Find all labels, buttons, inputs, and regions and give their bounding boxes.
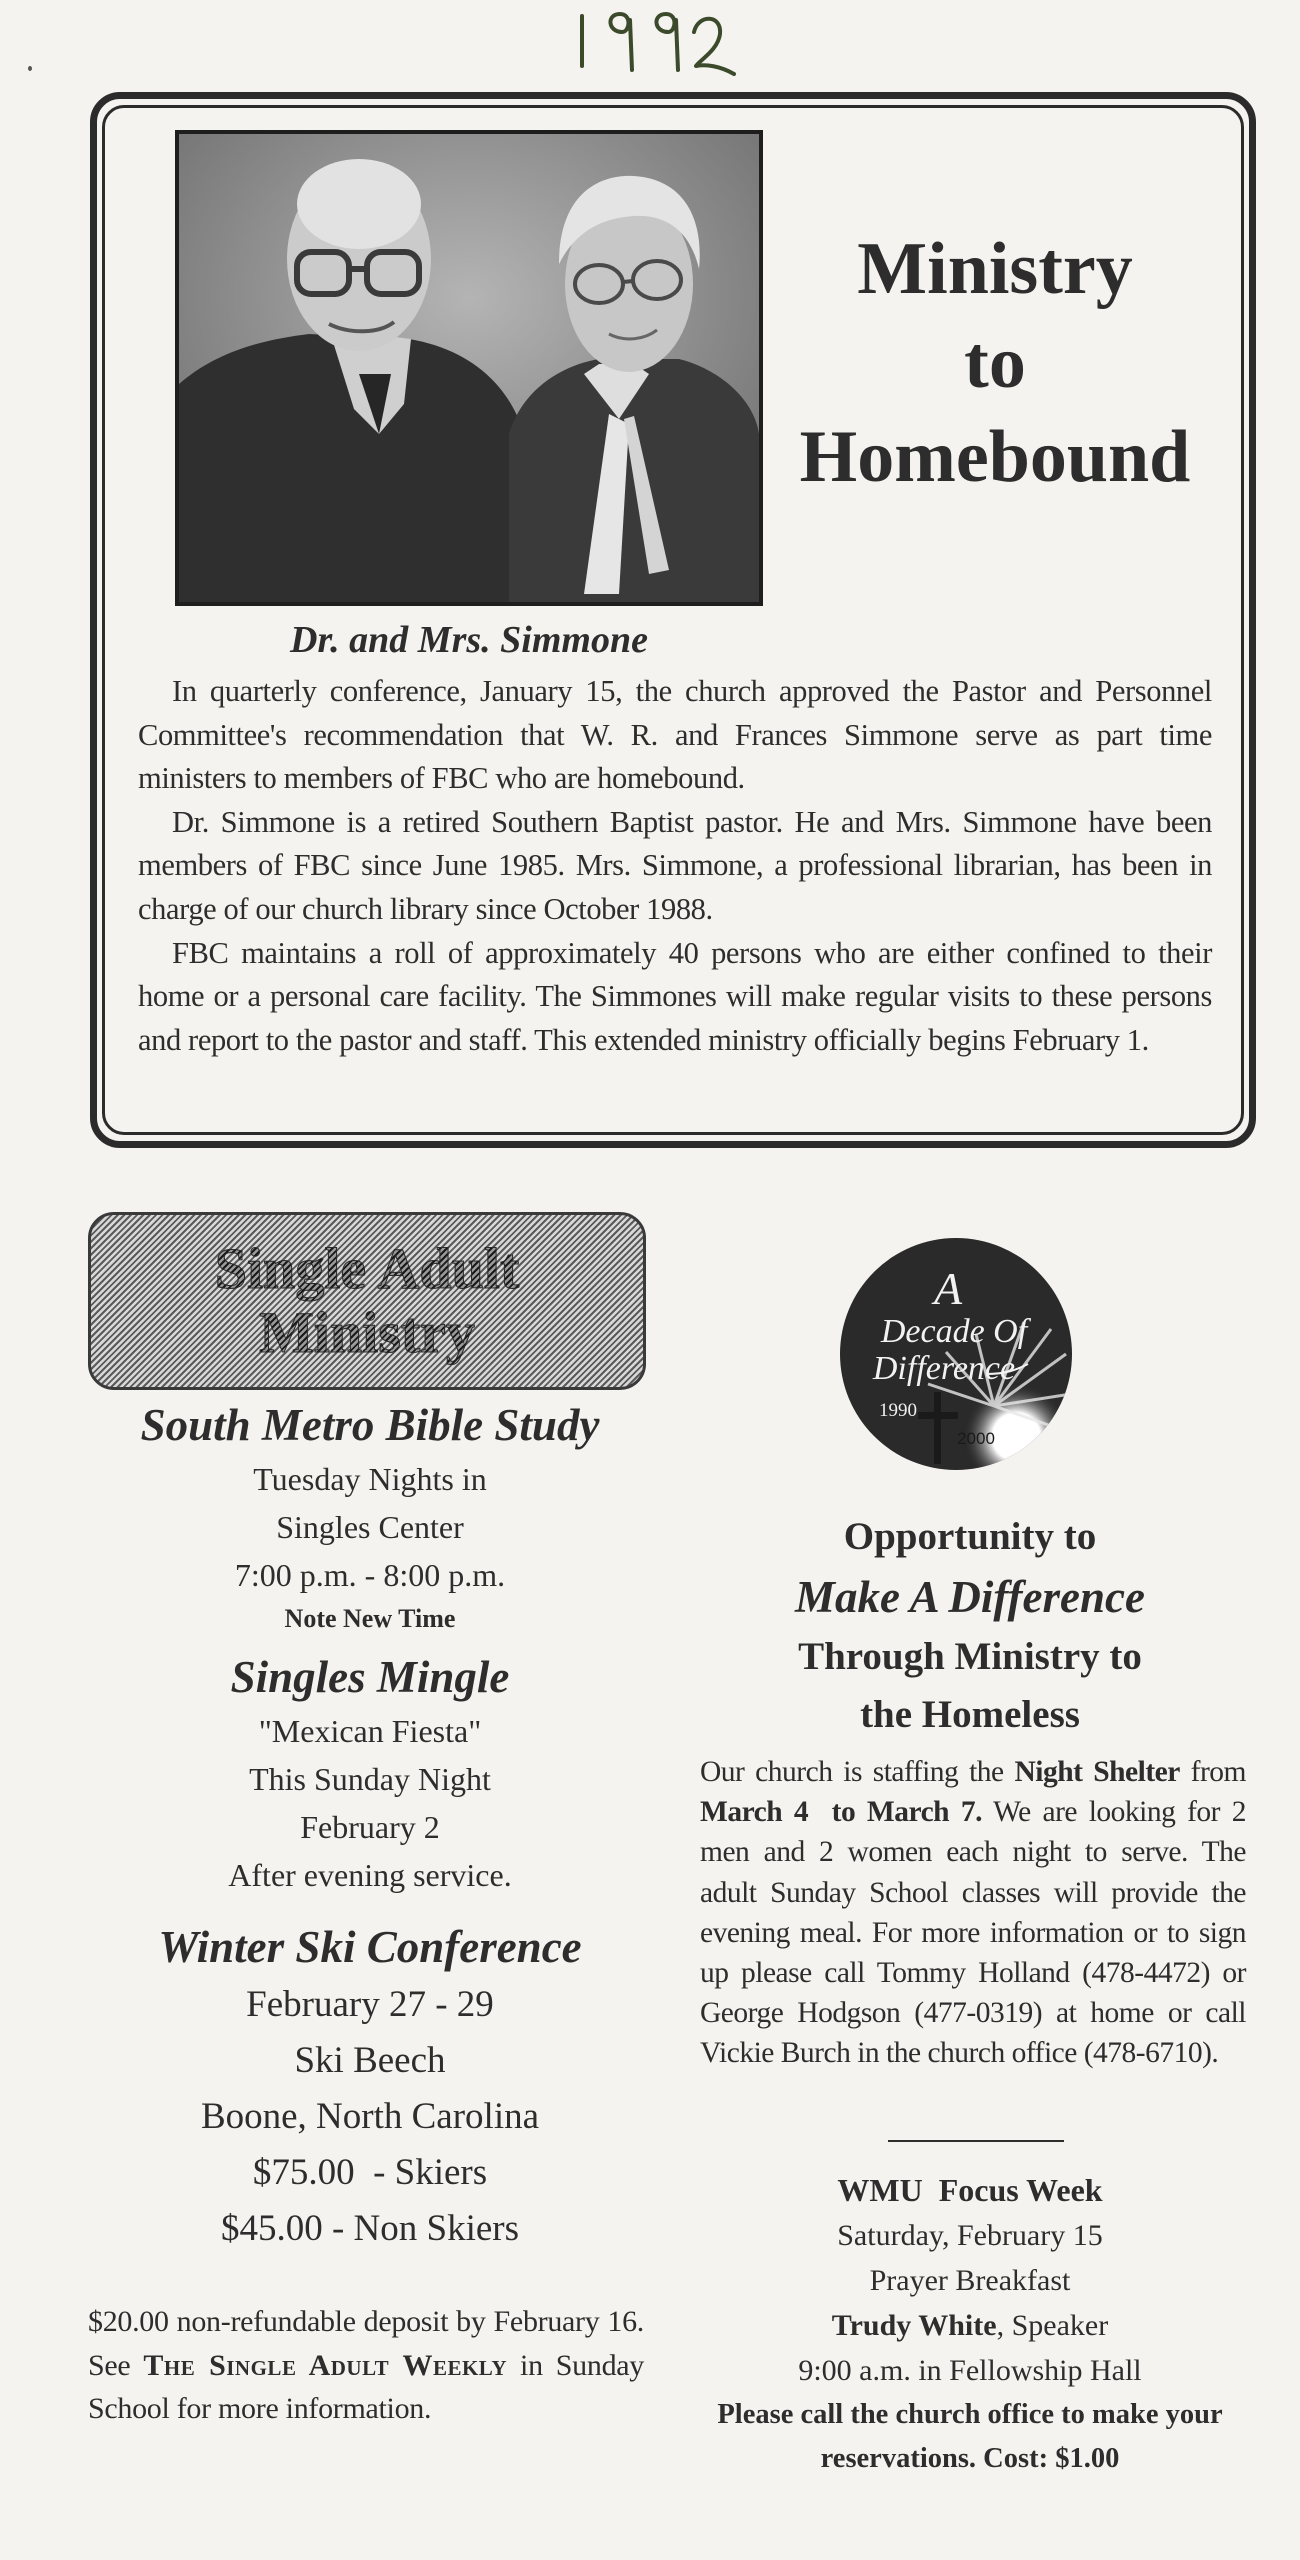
headline-line: the Homeless bbox=[860, 1693, 1080, 1736]
handwritten-year bbox=[560, 2, 760, 82]
headline-line: Through Ministry to bbox=[798, 1635, 1142, 1678]
speaker-role: , Speaker bbox=[996, 2309, 1109, 2342]
deposit-text-end: in Sunday School for more information. bbox=[88, 2348, 644, 2425]
bible-study-line: Tuesday Nights in bbox=[253, 1461, 487, 1497]
shelter-text: We are looking for 2 men and 2 women each night to serve. The adult Sunday School classes will provide the evening meal. For more information or to sign up please call Tommy Holland (478-4472) or George Hodgson (477-0319) at home or call Vickie Burch in the church office (478-6710). bbox=[700, 1796, 1246, 2070]
title-line-homebound: Homebound bbox=[799, 416, 1191, 498]
wmu-event: Prayer Breakfast bbox=[869, 2264, 1071, 2297]
wmu-focus-week bbox=[690, 2168, 1250, 2481]
shelter-text: Our church is staffing the bbox=[700, 1756, 1015, 1788]
ski-conference-heading: Winter Ski Conference bbox=[158, 1922, 582, 1972]
bible-study-line: Singles Center bbox=[276, 1509, 464, 1545]
title-line-to: to bbox=[964, 322, 1026, 404]
section-divider bbox=[888, 2140, 1064, 2142]
ski-deposit-note bbox=[88, 2300, 644, 2431]
ski-line: Boone, North Carolina bbox=[200, 2096, 540, 2137]
wmu-reservation-note: Please call the church office to make your reservations. Cost: $1.00 bbox=[717, 2399, 1223, 2474]
ski-line: February 27 - 29 bbox=[246, 1984, 494, 2025]
logo-year-start: 1990 bbox=[879, 1400, 917, 1421]
wmu-time-place: 9:00 a.m. in Fellowship Hall bbox=[798, 2354, 1142, 2387]
logo-text-decade: Decade Of bbox=[880, 1313, 1028, 1350]
homeless-headline bbox=[690, 1508, 1250, 1744]
singles-mingle-heading: Singles Mingle bbox=[230, 1652, 510, 1702]
article-body bbox=[138, 670, 1212, 1062]
simmone-photo bbox=[175, 130, 763, 606]
single-adult-ministry-banner bbox=[88, 1212, 646, 1390]
mingle-line: This Sunday Night bbox=[249, 1761, 491, 1797]
shelter-text: from bbox=[1179, 1756, 1247, 1788]
title-line-ministry: Ministry bbox=[857, 228, 1133, 310]
ski-line: Ski Beech bbox=[294, 2040, 446, 2081]
single-adult-events bbox=[80, 1395, 660, 2257]
deposit-text: $20.00 non-refundable deposit by February 16. See bbox=[88, 2305, 644, 2382]
scan-speck bbox=[28, 66, 32, 71]
logo-text-a: A bbox=[933, 1263, 963, 1314]
logo-emblem bbox=[836, 1234, 1076, 1474]
decade-of-difference-logo bbox=[836, 1234, 1076, 1474]
mingle-line: After evening service. bbox=[228, 1857, 512, 1893]
wmu-date: Saturday, February 15 bbox=[837, 2219, 1103, 2252]
ski-line: $45.00 - Non Skiers bbox=[220, 2208, 520, 2249]
banner-line: Single Adult bbox=[214, 1236, 520, 1301]
banner-line: Ministry bbox=[259, 1300, 475, 1365]
headline-line-italic: Make A Difference bbox=[795, 1572, 1145, 1622]
wmu-heading: WMU Focus Week bbox=[837, 2172, 1103, 2208]
wmu-speaker bbox=[690, 2303, 1250, 2348]
mingle-line: "Mexican Fiesta" bbox=[258, 1713, 482, 1749]
speaker-name: Trudy White bbox=[831, 2309, 997, 2342]
handwritten-year-graphic bbox=[560, 2, 760, 82]
night-shelter-text bbox=[700, 1752, 1246, 2074]
publication-name: The Single Adult Weekly bbox=[143, 2348, 508, 2382]
bible-study-note: Note New Time bbox=[284, 1604, 456, 1633]
article-paragraph: In quarterly conference, January 15, the church approved the Pastor and Personnel Committee's recommendation that W. R. and Frances Simmone serve as part time ministers to members of FBC who are homebound. bbox=[138, 674, 1212, 796]
logo-text-difference: Difference bbox=[872, 1350, 1016, 1387]
mingle-line: February 2 bbox=[300, 1809, 440, 1845]
portrait-illustration bbox=[179, 134, 759, 602]
article-paragraph: Dr. Simmone is a retired Southern Baptist pastor. He and Mrs. Simmone have been members of FBC since June 1985. Mrs. Simmone, a professional librarian, has been in charge of our church library since October 1988. bbox=[138, 804, 1212, 926]
shelter-name: Night Shelter bbox=[1014, 1756, 1180, 1788]
article-title bbox=[770, 222, 1220, 504]
shelter-dates: March 4 to March 7. bbox=[700, 1796, 982, 1829]
photo-caption: Dr. and Mrs. Simmone bbox=[290, 619, 648, 661]
bible-study-line: 7:00 p.m. - 8:00 p.m. bbox=[234, 1557, 506, 1593]
logo-year-end: 2000 bbox=[957, 1429, 995, 1448]
bible-study-heading: South Metro Bible Study bbox=[140, 1400, 600, 1450]
article-paragraph: FBC maintains a roll of approximately 40 persons who are either confined to their home or a personal care facility. The Simmones will make regular visits to these persons and report to the pastor and staff. This extended ministry officially begins February 1. bbox=[138, 935, 1212, 1057]
ski-line: $75.00 - Skiers bbox=[252, 2152, 488, 2193]
headline-line: Opportunity to bbox=[843, 1515, 1097, 1558]
